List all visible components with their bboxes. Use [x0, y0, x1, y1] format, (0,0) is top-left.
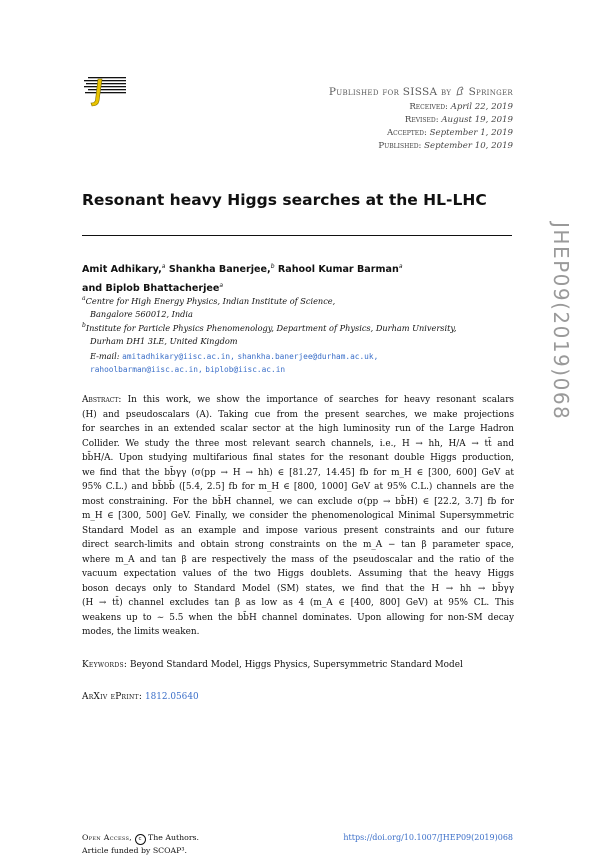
keywords [82, 660, 514, 670]
abstract-line [82, 480, 514, 495]
abstract-line [82, 408, 514, 423]
publisher-text: Published for SISSA by [328, 86, 452, 98]
affiliation-line: Bangalore 560012, India [90, 308, 193, 319]
springer-horse-icon [455, 86, 465, 96]
abstract-line [82, 625, 514, 640]
date-row [378, 127, 513, 140]
date-label: Accepted: [386, 128, 427, 138]
abstract-line [82, 553, 514, 568]
email-label: E-mail: [90, 351, 120, 361]
sidebar-journal-id-text: JHEP09(2019)068 [549, 222, 573, 421]
abstract-line [82, 451, 514, 466]
doi-link[interactable]: https://doi.org/10.1007/JHEP09(2019)068 [343, 833, 513, 842]
affiliation-line: Durham DH1 3LE, United Kingdom [90, 335, 238, 346]
author-affiliation-mark: b [270, 263, 275, 270]
publisher-line [329, 86, 513, 98]
abstract-text: Standard Model as an example and impose various present constraints and our future [82, 525, 514, 536]
author-list [82, 259, 522, 297]
publisher-brand: Springer [468, 86, 513, 98]
author-name: Shankha Banerjee, [168, 264, 271, 275]
abstract-text: modes, the limits weaken. [82, 627, 200, 637]
abstract-line [82, 567, 514, 582]
abstract-line [82, 509, 514, 524]
abstract-line [82, 596, 514, 611]
author-affiliation-mark: a [219, 282, 224, 289]
email-link[interactable]: rahoolbarman@iisc.ac.in, [90, 365, 203, 374]
abstract-text: boson decays only to Standard Model (SM) states, we find that the H → hh → bb̄γγ [82, 583, 514, 594]
abstract-line [82, 393, 514, 408]
funding-note: Article funded by SCOAP³. [82, 846, 187, 855]
author-name: and Biplob Bhattacherjee [82, 283, 220, 294]
email-link[interactable]: amitadhikary@iisc.ac.in, [122, 352, 235, 361]
abstract-line [82, 437, 514, 452]
open-access-label: Open Access, [82, 833, 133, 842]
date-value: April 22, 2019 [450, 102, 513, 112]
jhep-logo [82, 73, 132, 109]
abstract-heading: Abstract: [82, 395, 122, 405]
date-label: Received: [409, 102, 448, 112]
affiliation-a [82, 293, 522, 320]
sidebar-journal-id [549, 222, 575, 492]
abstract-line [82, 524, 514, 539]
author-name: Rahool Kumar Barman [277, 264, 399, 275]
abstract-text: most constraining. For the bb̄H channel, we can exclude σ(pp → bb̄H) ∈ [22.2, 3.7] fb for [82, 496, 514, 507]
abstract-text: bb̄H/A. Upon studying multifarious final states for the resonant double Higgs production, [82, 453, 514, 463]
abstract-text: (H) and pseudoscalars (A). Taking cue from the present searches, we make projections [82, 409, 514, 420]
abstract-text: (H → tt̄) channel excludes tan β as low as 4 (m_A ∈ [400, 800] GeV) at 95% CL. This [82, 598, 514, 608]
copyright-icon: c [135, 834, 146, 845]
abstract-text: for searches in an extended scalar sector at the high luminosity run of the Large Hadron [82, 424, 514, 434]
author-name: Amit Adhikary, [82, 264, 162, 275]
email-link[interactable]: biplob@iisc.ac.in [205, 365, 286, 374]
date-value: September 1, 2019 [429, 128, 513, 138]
date-value: September 10, 2019 [424, 141, 513, 151]
abstract-text: weakens up to ∼ 5.5 when the bb̄H channel dominates. Upon allowing for non-SM decay [82, 612, 514, 623]
abstract-text: 95% C.L.) and bb̄bb̄ ([5.4, 2.5] fb for m_H ∈ [800, 1000] GeV at 95% C.L.) channels are the [82, 482, 514, 492]
abstract-line [82, 466, 514, 481]
date-label: Revised: [404, 115, 439, 125]
abstract-text: Collider. We study the three most relevant search channels, i.e., H → hh, H/A → tt̄ and [82, 438, 514, 449]
date-value: August 19, 2019 [441, 115, 513, 125]
abstract [82, 393, 514, 640]
author-affiliation-mark: a [398, 263, 403, 270]
affiliation-b [82, 320, 522, 347]
open-access-note [82, 832, 199, 857]
abstract-line [82, 582, 514, 597]
abstract-text: we find that the bb̄γγ (σ(pp → H → hh) ∈ [81.27, 14.45] fb for m_H ∈ [300, 600] GeV at [82, 467, 514, 478]
affiliation-mark: a [82, 295, 86, 302]
date-row [378, 140, 513, 153]
abstract-line [82, 538, 514, 553]
abstract-text: In this work, we show the importance of searches for heavy resonant scalars [127, 395, 514, 405]
publication-dates [378, 101, 513, 153]
keywords-label: Keywords: [82, 660, 128, 670]
email-block [90, 350, 530, 376]
keywords-value: Beyond Standard Model, Higgs Physics, Supersymmetric Standard Model [130, 660, 463, 670]
arxiv-eprint [82, 692, 514, 702]
title-rule [82, 235, 512, 236]
email-link[interactable]: shankha.banerjee@durham.ac.uk, [237, 352, 379, 361]
abstract-text: m_H ∈ [300, 500] GeV. Finally, we consider the phenomenological Minimal Supersymmetric [82, 511, 514, 521]
abstract-line [82, 495, 514, 510]
authors-note: The Authors. [148, 833, 200, 842]
abstract-line [82, 611, 514, 626]
abstract-text: where m_A and tan β are respectively the mass of the pseudoscalar and the ratio of the [82, 554, 514, 565]
abstract-text: vacuum expectation values of the two Higgs doublets. Assuming that the heavy Higgs [82, 569, 514, 579]
arxiv-label: ArXiv ePrint: [82, 692, 143, 702]
date-label: Published: [378, 141, 422, 151]
author-affiliation-mark: a [161, 263, 166, 270]
affiliations [82, 293, 522, 347]
arxiv-link[interactable]: 1812.05640 [144, 692, 199, 702]
affiliation-mark: b [82, 322, 86, 329]
abstract-line [82, 422, 514, 437]
date-row [378, 114, 513, 127]
paper-title: Resonant heavy Higgs searches at the HL-LHC [82, 191, 487, 209]
abstract-text: direct search-limits and obtain strong constraints on the m_A − tan β parameter space, [82, 540, 514, 550]
date-row [378, 101, 513, 114]
affiliation-line: Institute for Particle Physics Phenomenology, Department of Physics, Durham University, [85, 323, 457, 333]
affiliation-line: Centre for High Energy Physics, Indian Institute of Science, [85, 296, 336, 306]
